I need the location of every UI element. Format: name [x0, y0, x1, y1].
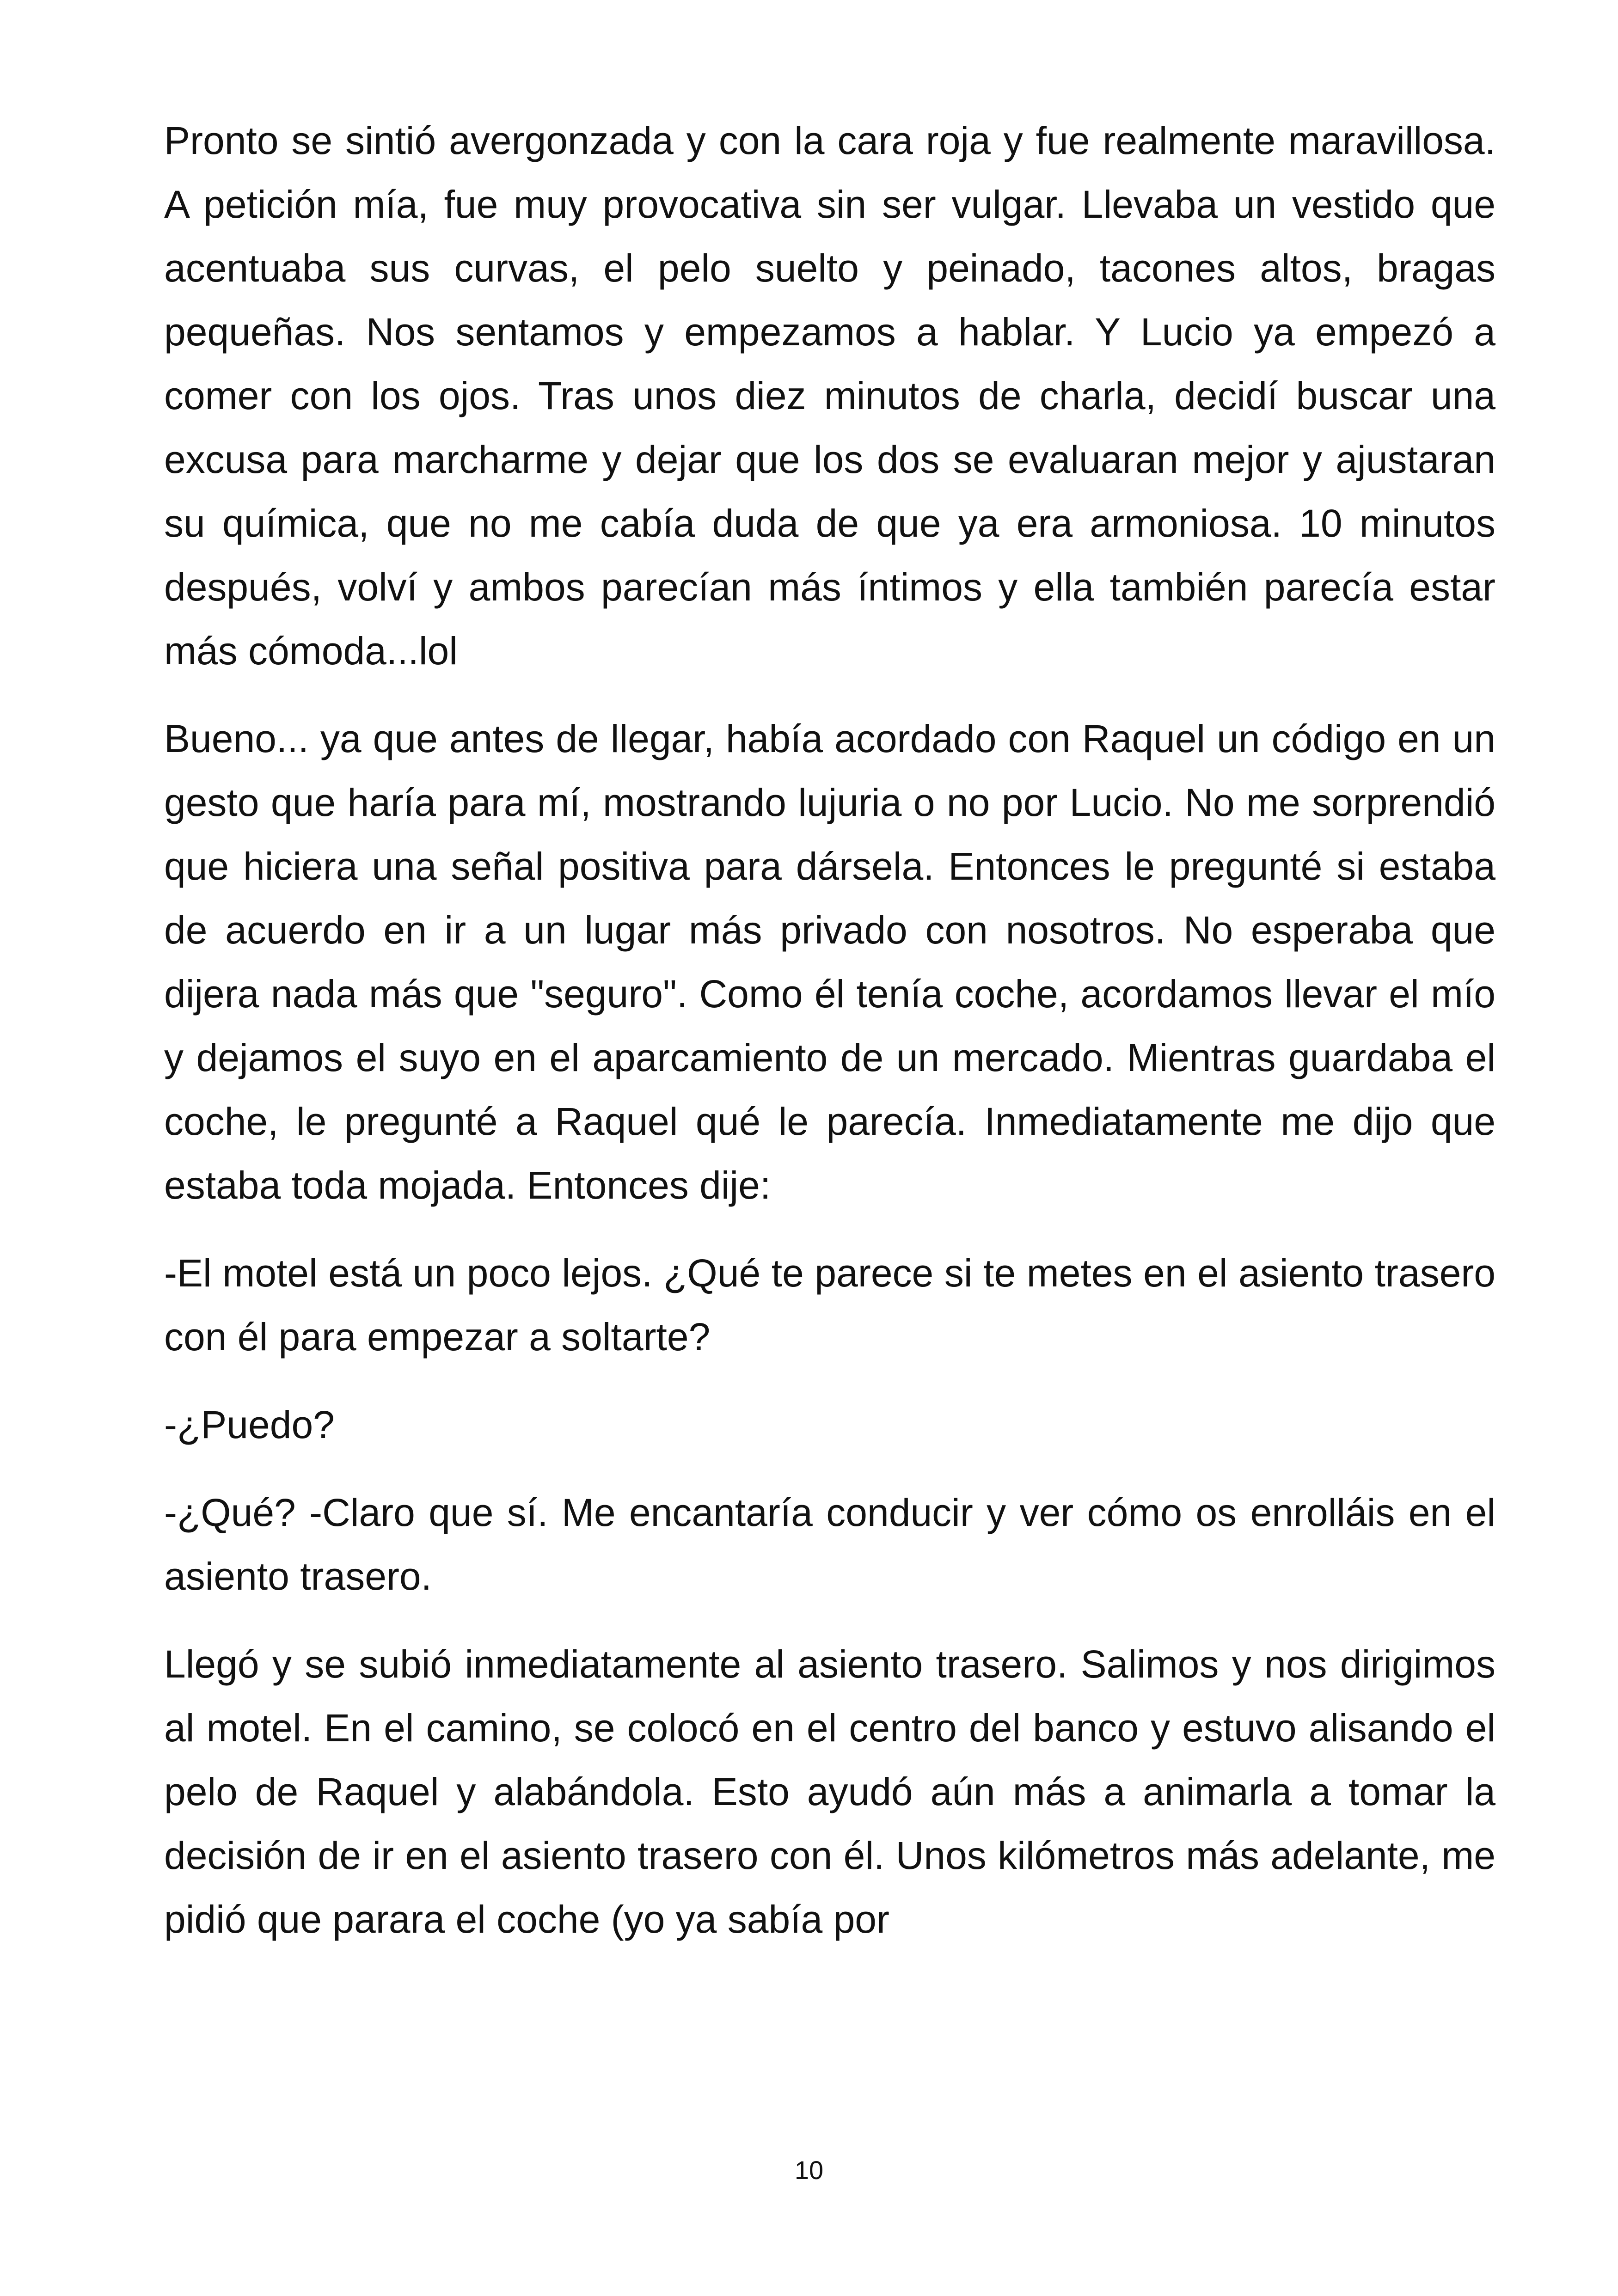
page-number: 10	[794, 2155, 824, 2185]
paragraph-1: Pronto se sintió avergonzada y con la cara roja y fue realmente maravillosa. A petición mía, fue muy provocativa sin ser vulgar. Llevaba un vestido que acentuaba sus curvas, el pelo suelto y peinado, tacones altos, bragas pequeñas. Nos sentamos y empezamos a hablar. Y Lucio ya empezó a comer con los ojos. Tras unos diez minutos de charla, decidí buscar una excusa para marcharme y dejar que los dos se evaluaran mejor y ajustaran su química, que no me cabía duda de que ya era armoniosa. 10 minutos después, volví y ambos parecían más íntimos y ella también parecía estar más cómoda...lol	[164, 119, 1495, 673]
paragraph-4: -¿Puedo?	[164, 1403, 335, 1446]
paragraph-3: -El motel está un poco lejos. ¿Qué te parece si te metes en el asiento trasero con él para empezar a soltarte?	[164, 1251, 1495, 1359]
paragraph-6: Llegó y se subió inmediatamente al asiento trasero. Salimos y nos dirigimos al motel. En el camino, se colocó en el centro del banco y estuvo alisando el pelo de Raquel y alabándola. Esto ayudó aún más a animarla a tomar la decisión de ir en el asiento trasero con él. Unos kilómetros más adelante, me pidió que parara el coche (yo ya sabía por	[164, 1642, 1495, 1941]
paragraph-2: Bueno... ya que antes de llegar, había acordado con Raquel un código en un gesto que haría para mí, mostrando lujuria o no por Lucio. No me sorprendió que hiciera una señal positiva para dársela. Entonces le pregunté si estaba de acuerdo en ir a un lugar más privado con nosotros. No esperaba que dijera nada más que "seguro". Como él tenía coche, acordamos llevar el mío y dejamos el suyo en el aparcamiento de un mercado. Mientras guardaba el coche, le pregunté a Raquel qué le parecía. Inmediatamente me dijo que estaba toda mojada. Entonces dije:	[164, 717, 1495, 1207]
body-text	[164, 109, 1495, 1975]
paragraph-5: -¿Qué? -Claro que sí. Me encantaría conducir y ver cómo os enrolláis en el asiento trasero.	[164, 1491, 1495, 1598]
